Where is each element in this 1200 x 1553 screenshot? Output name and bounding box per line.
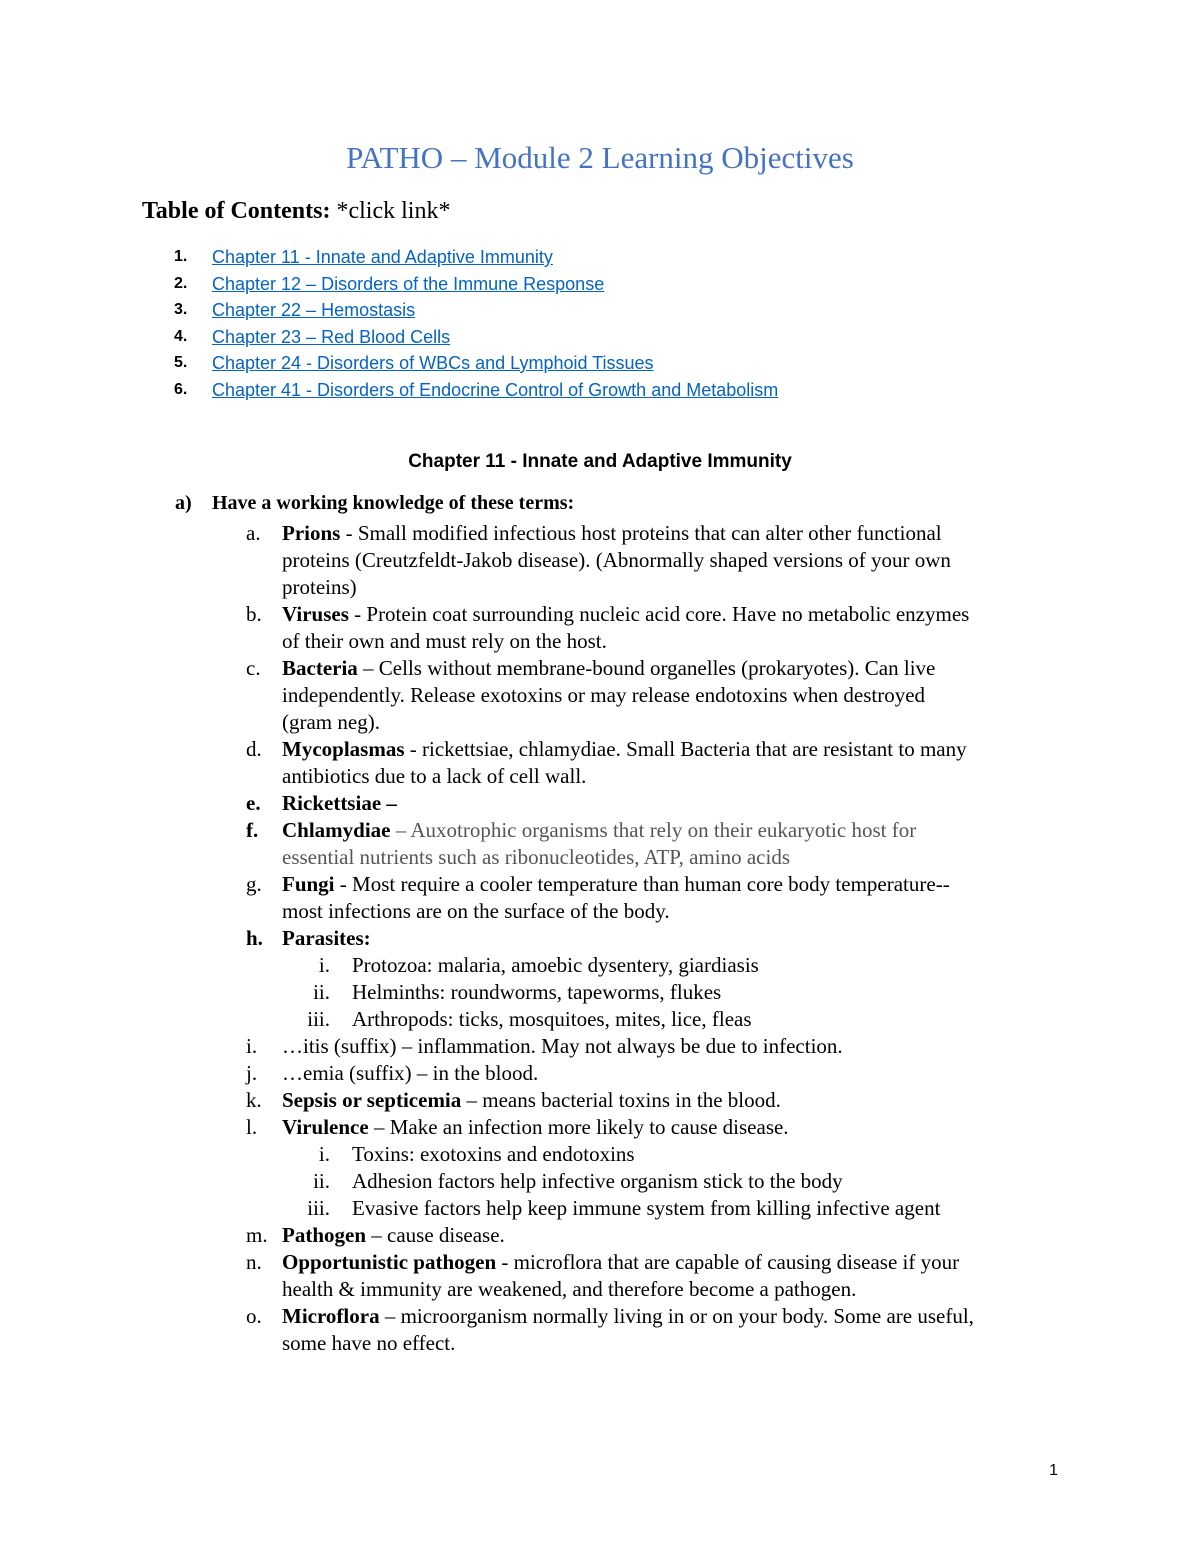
list-item bbox=[282, 817, 916, 843]
list-item bbox=[282, 1249, 959, 1275]
section-heading: Have a working knowledge of these terms: bbox=[212, 492, 575, 514]
list-marker: o. bbox=[246, 1304, 262, 1328]
toc-number: 2. bbox=[174, 274, 188, 292]
definition: – means bacterial toxins in the blood. bbox=[461, 1088, 781, 1112]
toc-heading-label: Table of Contents: bbox=[142, 198, 331, 224]
list-marker: i. bbox=[246, 1034, 258, 1058]
page-title: PATHO – Module 2 Learning Objectives bbox=[346, 140, 854, 175]
sub-list-item: Evasive factors help keep immune system from killing infective agent bbox=[352, 1196, 941, 1220]
sub-list-marker: iii. bbox=[307, 1007, 330, 1031]
definition: - Protein coat surrounding nucleic acid core. Have no metabolic enzymes bbox=[348, 602, 970, 626]
sub-list-marker: i. bbox=[318, 953, 330, 977]
toc-link-chapter-12[interactable]: Chapter 12 – Disorders of the Immune Response bbox=[212, 273, 605, 294]
list-item-continuation: most infections are on the surface of the body. bbox=[282, 899, 670, 923]
toc-number: 4. bbox=[174, 327, 188, 345]
page-number: 1 bbox=[1049, 1462, 1058, 1479]
definition: – microorganism normally living in or on your body. Some are useful, bbox=[379, 1304, 974, 1328]
list-item bbox=[282, 601, 969, 627]
list-marker: k. bbox=[246, 1088, 262, 1112]
section-label: a) bbox=[175, 492, 192, 514]
term: Fungi bbox=[282, 872, 335, 896]
toc-link-chapter-23[interactable]: Chapter 23 – Red Blood Cells bbox=[212, 326, 451, 347]
sub-list-marker: iii. bbox=[307, 1196, 330, 1220]
list-marker: b. bbox=[246, 602, 262, 626]
term: Opportunistic pathogen bbox=[282, 1250, 497, 1274]
term: Chlamydiae bbox=[282, 818, 391, 842]
list-marker: e. bbox=[246, 791, 261, 815]
sub-list-item: Helminths: roundworms, tapeworms, flukes bbox=[352, 980, 722, 1004]
list-item-continuation: independently. Release exotoxins or may release endotoxins when destroyed bbox=[282, 683, 926, 707]
term: Viruses bbox=[282, 602, 349, 626]
list-marker: j. bbox=[246, 1061, 258, 1085]
list-item bbox=[282, 520, 942, 546]
list-marker: l. bbox=[246, 1115, 258, 1139]
toc-number: 6. bbox=[174, 380, 188, 398]
list-item bbox=[282, 1087, 781, 1113]
definition: – Make an infection more likely to cause disease. bbox=[368, 1115, 789, 1139]
sub-list-marker: i. bbox=[318, 1142, 330, 1166]
sub-list-marker: ii. bbox=[313, 1169, 330, 1193]
list-marker: h. bbox=[246, 926, 263, 950]
list-item-continuation: proteins (Creutzfeldt-Jakob disease). (Abnormally shaped versions of your own bbox=[282, 548, 951, 572]
toc-heading bbox=[142, 198, 450, 225]
term: Microflora bbox=[282, 1304, 380, 1328]
term: Sepsis or septicemia bbox=[282, 1088, 462, 1112]
list-item-continuation: essential nutrients such as ribonucleotides, ATP, amino acids bbox=[282, 845, 790, 869]
list-item: …itis (suffix) – inflammation. May not always be due to infection. bbox=[282, 1034, 843, 1058]
sub-list-item: Protozoa: malaria, amoebic dysentery, giardiasis bbox=[352, 953, 759, 977]
list-item bbox=[282, 790, 397, 816]
term: Bacteria bbox=[282, 656, 358, 680]
toc-number: 1. bbox=[174, 248, 188, 265]
chapter-heading: Chapter 11 - Innate and Adaptive Immunity bbox=[408, 451, 792, 472]
definition: - rickettsiae, chlamydiae. Small Bacteria that are resistant to many bbox=[404, 737, 967, 761]
list-marker: f. bbox=[246, 818, 259, 842]
definition: – Auxotrophic organisms that rely on their eukaryotic host for bbox=[390, 818, 917, 842]
term: Pathogen bbox=[282, 1223, 366, 1247]
definition: – Cells without membrane-bound organelles (prokaryotes). Can live bbox=[357, 656, 936, 680]
list-item-continuation: proteins) bbox=[282, 575, 357, 599]
sub-list-item: Arthropods: ticks, mosquitoes, mites, lice, fleas bbox=[352, 1007, 752, 1031]
list-marker: n. bbox=[246, 1250, 262, 1274]
list-item-continuation: antibiotics due to a lack of cell wall. bbox=[282, 764, 587, 788]
list-item-continuation: health & immunity are weakened, and therefore become a pathogen. bbox=[282, 1277, 857, 1301]
list-item-continuation: of their own and must rely on the host. bbox=[282, 629, 607, 653]
list-marker: d. bbox=[246, 737, 262, 761]
toc-number: 5. bbox=[174, 354, 188, 371]
definition: - Most require a cooler temperature than human core body temperature-- bbox=[334, 872, 950, 896]
toc-link-chapter-22[interactable]: Chapter 22 – Hemostasis bbox=[212, 300, 416, 320]
list-item bbox=[282, 655, 935, 681]
term: Prions bbox=[282, 521, 341, 545]
term: Virulence bbox=[282, 1115, 369, 1139]
term: Rickettsiae – bbox=[282, 791, 397, 815]
term: Parasites: bbox=[282, 926, 371, 950]
sub-list-marker: ii. bbox=[313, 980, 330, 1004]
list-item-continuation: (gram neg). bbox=[282, 710, 380, 734]
toc-number: 3. bbox=[174, 301, 188, 318]
definition: – cause disease. bbox=[366, 1223, 505, 1247]
toc-link-chapter-41[interactable]: Chapter 41 - Disorders of Endocrine Control of Growth and Metabolism bbox=[212, 379, 779, 400]
sub-list-item: Adhesion factors help infective organism stick to the body bbox=[352, 1169, 843, 1193]
list-item-continuation: some have no effect. bbox=[282, 1331, 456, 1355]
definition: - microflora that are capable of causing disease if your bbox=[496, 1250, 960, 1274]
toc-link-chapter-24[interactable]: Chapter 24 - Disorders of WBCs and Lymphoid Tissues bbox=[212, 353, 654, 373]
list-item bbox=[282, 871, 950, 897]
definition: - Small modified infectious host proteins that can alter other functional bbox=[340, 521, 942, 545]
list-marker: m. bbox=[246, 1223, 268, 1247]
list-item bbox=[282, 1114, 789, 1140]
list-item: …emia (suffix) – in the blood. bbox=[282, 1061, 539, 1085]
list-marker: c. bbox=[246, 656, 261, 680]
list-marker: g. bbox=[246, 872, 262, 896]
term: Mycoplasmas bbox=[282, 737, 405, 761]
sub-list-item: Toxins: exotoxins and endotoxins bbox=[352, 1142, 635, 1166]
toc-link-chapter-11[interactable]: Chapter 11 - Innate and Adaptive Immunity bbox=[212, 247, 553, 267]
list-item bbox=[282, 1222, 505, 1248]
toc-heading-note: *click link* bbox=[330, 198, 451, 224]
list-item bbox=[282, 736, 967, 762]
list-marker: a. bbox=[246, 521, 261, 545]
list-item bbox=[282, 1303, 974, 1329]
list-item bbox=[282, 925, 371, 951]
